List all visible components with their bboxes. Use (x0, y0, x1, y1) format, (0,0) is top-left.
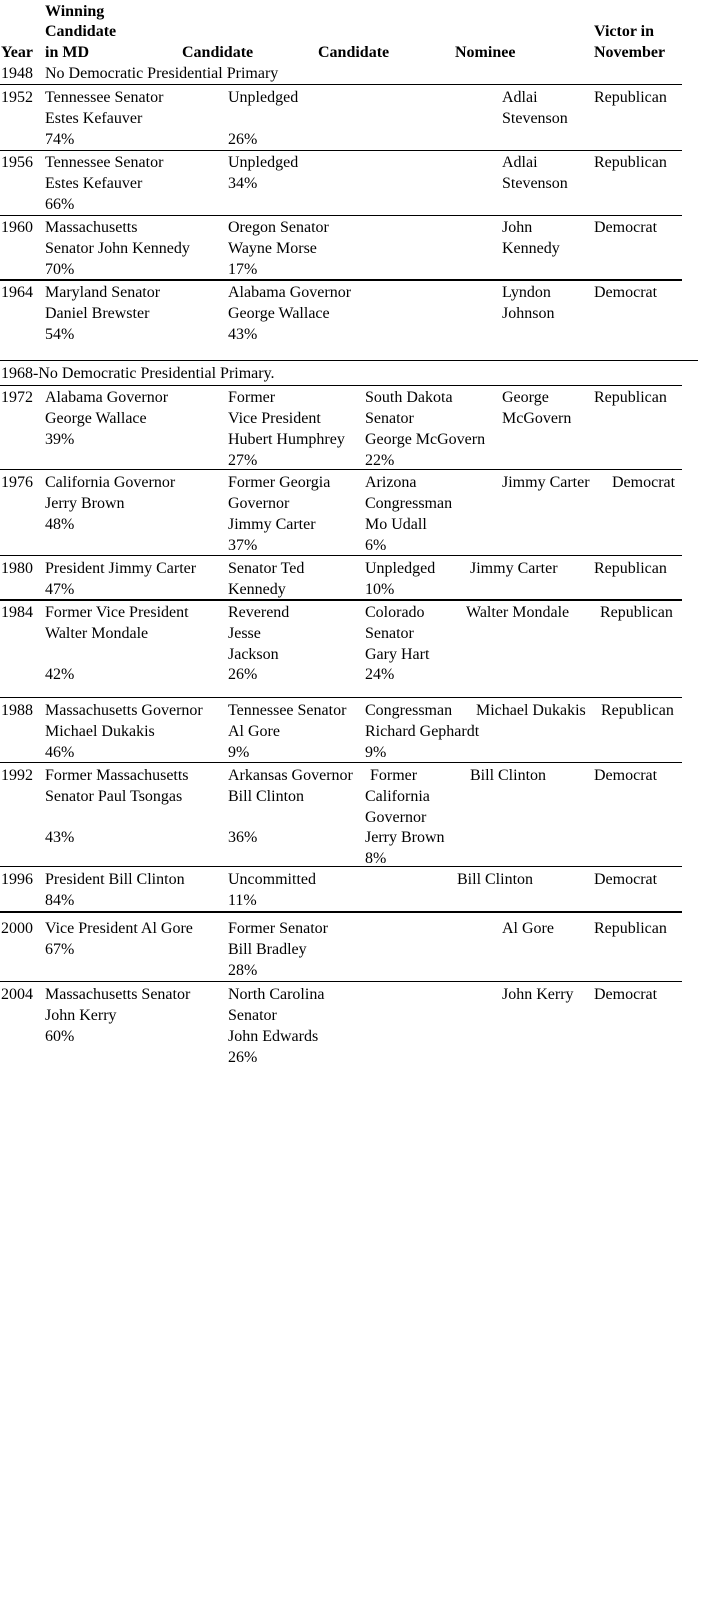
row-1964-winner-pct: 54% (45, 326, 75, 343)
row-1972-second-line2: Vice President (228, 410, 321, 427)
row-1992-second-line1: Arkansas Governor (228, 767, 353, 784)
row-1988-year: 1988 (1, 702, 33, 719)
row-1992-third-line1: Former (370, 767, 418, 784)
row-2004-nominee: John Kerry (502, 986, 574, 1003)
row-2000-second-pct: 28% (228, 962, 258, 979)
row-1952-nominee-line1: Adlai (502, 89, 538, 106)
row-divider (0, 911, 682, 913)
row-1972-year: 1972 (1, 389, 33, 406)
row-1972-second-pct: 27% (228, 452, 258, 469)
row-1992-winner-line2: Senator Paul Tsongas (45, 788, 183, 805)
row-1972-winner-pct: 39% (45, 431, 75, 448)
row-1988-third-line1: Congressman (365, 702, 453, 719)
row-1988-third-pct: 9% (365, 744, 387, 761)
row-1960-nominee-line1: John (502, 219, 533, 236)
row-1972-winner-line2: George Wallace (45, 410, 147, 427)
row-2004-second-line1: North Carolina (228, 986, 325, 1003)
row-1956-winner-line2: Estes Kefauver (45, 175, 143, 192)
row-1976-winner-line1: California Governor (45, 474, 176, 491)
row-1996-year: 1996 (1, 871, 33, 888)
row-2004-second-line2: Senator (228, 1007, 277, 1024)
row-1988-winner-line2: Michael Dukakis (45, 723, 155, 740)
row-1976-third-pct: 6% (365, 537, 387, 554)
row-1976-victor: Democrat (612, 474, 676, 491)
row-1956-second-pct: 34% (228, 175, 258, 192)
row-1992-third-line2: California (365, 788, 430, 805)
row-1984-winner-line1: Former Vice President (45, 604, 189, 621)
row-1972-third-line1: South Dakota (365, 389, 453, 406)
row-1984-second-line1: Reverend (228, 604, 290, 621)
row-2004-second-pct: 26% (228, 1049, 258, 1066)
header-candidate-2: Candidate (318, 44, 390, 61)
row-1988-victor: Republican (601, 702, 674, 719)
row-1992-victor: Democrat (594, 767, 658, 784)
row-1992-third-pct: 8% (365, 850, 387, 867)
row-1992-year: 1992 (1, 767, 33, 784)
row-divider (0, 555, 682, 556)
row-1992-third-line4: Jerry Brown (365, 829, 445, 846)
row-1976-second-pct: 37% (228, 537, 258, 554)
row-1952-second-pct: 26% (228, 131, 258, 148)
row-1984-third-line2: Senator (365, 625, 414, 642)
row-2004-winner-line1: Massachusetts Senator (45, 986, 191, 1003)
row-2000-winner-pct: 67% (45, 941, 75, 958)
row-1956-year: 1956 (1, 154, 33, 171)
row-1972-third-line2: Senator (365, 410, 414, 427)
row-1976-second-line2: Governor (228, 495, 290, 512)
row-1972-victor: Republican (594, 389, 667, 406)
row-1984-third-pct: 24% (365, 666, 395, 683)
row-divider (0, 279, 682, 281)
row-1960-winner-line2: Senator John Kennedy (45, 240, 190, 257)
row-1980-second-line1: Senator Ted (228, 560, 305, 577)
row-1952-victor: Republican (594, 89, 667, 106)
row-1988-third-line2: Richard Gephardt (365, 723, 480, 740)
row-1948-year: 1948 (1, 65, 33, 82)
row-1960-second-line2: Wayne Morse (228, 240, 317, 257)
row-2000-year: 2000 (1, 920, 33, 937)
row-1960-nominee-line2: Kennedy (502, 240, 560, 257)
header-victor-line1: Victor in (594, 23, 654, 40)
row-1956-winner-line1: Tennessee Senator (45, 154, 164, 171)
row-1952-second-line1: Unpledged (228, 89, 299, 106)
row-1996-winner-line1: President Bill Clinton (45, 871, 185, 888)
header-winning-candidate-line2: Candidate (45, 23, 117, 40)
row-1988-winner-pct: 46% (45, 744, 75, 761)
header-winning-candidate-line3: in MD (45, 44, 89, 61)
row-1996-winner-pct: 84% (45, 892, 75, 909)
row-2004-year: 2004 (1, 986, 33, 1003)
row-1960-second-pct: 17% (228, 261, 258, 278)
row-1984-victor: Republican (600, 604, 673, 621)
row-1996-second-pct: 11% (228, 892, 257, 909)
row-2004-winner-line2: John Kerry (45, 1007, 117, 1024)
row-1976-third-line1: Arizona (365, 474, 417, 491)
row-2004-victor: Democrat (594, 986, 658, 1003)
row-1976-third-line2: Congressman (365, 495, 453, 512)
row-divider (0, 981, 682, 982)
row-1984-second-pct: 26% (228, 666, 258, 683)
row-1976-year: 1976 (1, 474, 33, 491)
row-1952-winner-line2: Estes Kefauver (45, 110, 143, 127)
row-1964-year: 1964 (1, 284, 33, 301)
header-victor-line2: November (594, 44, 666, 61)
row-1988-second-pct: 9% (228, 744, 250, 761)
row-divider (0, 360, 698, 361)
row-1960-winner-line1: Massachusetts (45, 219, 138, 236)
row-1984-second-line3: Jackson (228, 646, 279, 663)
row-2000-victor: Republican (594, 920, 667, 937)
row-divider (0, 762, 682, 763)
row-1964-second-line1: Alabama Governor (228, 284, 352, 301)
row-1952-winner-line1: Tennessee Senator (45, 89, 164, 106)
row-1964-nominee-line1: Lyndon (502, 284, 551, 301)
row-1956-winner-pct: 66% (45, 196, 75, 213)
row-1988-winner-line1: Massachusetts Governor (45, 702, 203, 719)
row-1988-second-line2: Al Gore (228, 723, 280, 740)
row-1984-third-line1: Colorado (365, 604, 425, 621)
row-1980-third-pct: 10% (365, 581, 395, 598)
row-1972-nominee-line1: George (502, 389, 549, 406)
row-1960-second-line1: Oregon Senator (228, 219, 329, 236)
row-1960-victor: Democrat (594, 219, 658, 236)
row-1980-year: 1980 (1, 560, 33, 577)
row-1980-third-line1: Unpledged (365, 560, 436, 577)
row-1972-second-line1: Former (228, 389, 276, 406)
row-1976-winner-pct: 48% (45, 516, 75, 533)
row-2004-second-line3: John Edwards (228, 1028, 319, 1045)
row-1980-second-line2: Kennedy (228, 581, 286, 598)
row-1980-winner-pct: 47% (45, 581, 75, 598)
row-2000-second-line1: Former Senator (228, 920, 328, 937)
row-1952-nominee-line2: Stevenson (502, 110, 568, 127)
row-1980-winner-line1: President Jimmy Carter (45, 560, 197, 577)
row-1992-second-pct: 36% (228, 829, 258, 846)
row-1968-note: 1968-No Democratic Presidential Primary. (1, 365, 275, 382)
row-1960-winner-pct: 70% (45, 261, 75, 278)
row-1980-victor: Republican (594, 560, 667, 577)
row-1996-second-line1: Uncommitted (228, 871, 316, 888)
row-1956-nominee-line1: Adlai (502, 154, 538, 171)
row-1976-nominee: Jimmy Carter (502, 474, 590, 491)
row-1984-second-line2: Jesse (228, 625, 261, 642)
row-divider (0, 84, 682, 85)
row-1972-third-pct: 22% (365, 452, 395, 469)
row-1948-note: No Democratic Presidential Primary (45, 65, 279, 82)
row-1956-nominee-line2: Stevenson (502, 175, 568, 192)
row-1952-winner-pct: 74% (45, 131, 75, 148)
row-1992-third-line3: Governor (365, 809, 427, 826)
row-1984-third-line3: Gary Hart (365, 646, 430, 663)
row-1996-victor: Democrat (594, 871, 658, 888)
row-1964-nominee-line2: Johnson (502, 305, 555, 322)
row-1960-year: 1960 (1, 219, 33, 236)
row-1964-victor: Democrat (594, 284, 658, 301)
row-2000-second-line2: Bill Bradley (228, 941, 307, 958)
row-1964-second-line2: George Wallace (228, 305, 330, 322)
row-divider (0, 215, 682, 216)
row-1984-winner-line2: Walter Mondale (45, 625, 149, 642)
row-1992-second-line2: Bill Clinton (228, 788, 305, 805)
row-1964-second-pct: 43% (228, 326, 258, 343)
row-1972-winner-line1: Alabama Governor (45, 389, 169, 406)
row-1964-winner-line2: Daniel Brewster (45, 305, 150, 322)
row-1980-nominee: Jimmy Carter (470, 560, 558, 577)
row-1992-nominee: Bill Clinton (470, 767, 547, 784)
row-1992-winner-line1: Former Massachusetts (45, 767, 189, 784)
row-1976-third-line3: Mo Udall (365, 516, 427, 533)
row-1984-winner-pct: 42% (45, 666, 75, 683)
row-1976-second-line3: Jimmy Carter (228, 516, 316, 533)
row-divider (0, 150, 682, 151)
row-1976-second-line1: Former Georgia (228, 474, 331, 491)
row-1996-nominee: Bill Clinton (457, 871, 534, 888)
row-1952-year: 1952 (1, 89, 33, 106)
row-2000-winner-line1: Vice President Al Gore (45, 920, 193, 937)
row-1984-year: 1984 (1, 604, 33, 621)
row-1972-third-line3: George McGovern (365, 431, 486, 448)
row-1976-winner-line2: Jerry Brown (45, 495, 125, 512)
row-divider (0, 469, 682, 470)
row-2000-nominee: Al Gore (502, 920, 554, 937)
row-2004-winner-pct: 60% (45, 1028, 75, 1045)
row-divider (0, 599, 682, 601)
row-1956-victor: Republican (594, 154, 667, 171)
row-divider (0, 866, 682, 867)
row-1988-second-line1: Tennessee Senator (228, 702, 347, 719)
row-divider (0, 385, 682, 386)
header-year: Year (1, 44, 33, 61)
row-divider (0, 697, 682, 698)
row-1964-winner-line1: Maryland Senator (45, 284, 161, 301)
row-1972-nominee-line2: McGovern (502, 410, 572, 427)
row-1972-second-line3: Hubert Humphrey (228, 431, 345, 448)
row-1984-nominee: Walter Mondale (466, 604, 570, 621)
header-winning-candidate-line1: Winning (45, 3, 105, 20)
row-1992-winner-pct: 43% (45, 829, 75, 846)
header-nominee: Nominee (455, 44, 516, 61)
row-1956-second-line1: Unpledged (228, 154, 299, 171)
header-candidate-1: Candidate (182, 44, 254, 61)
row-1988-nominee: Michael Dukakis (476, 702, 586, 719)
